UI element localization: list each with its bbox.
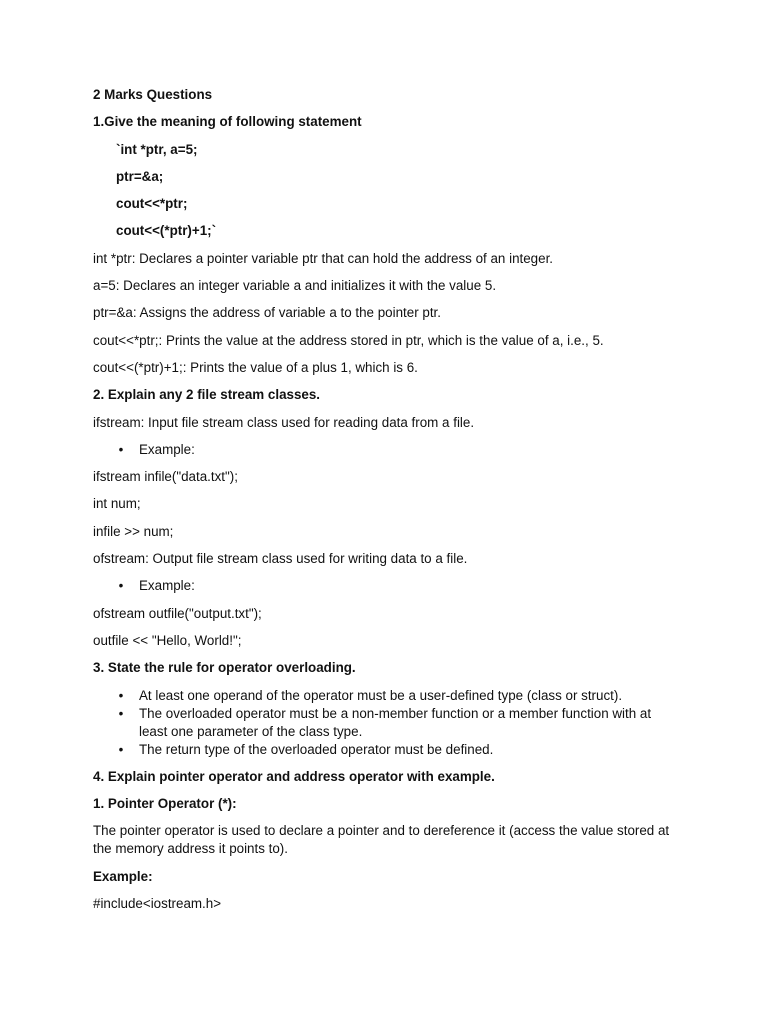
q4-code-line: #include<iostream.h> [93,896,222,912]
ofstream-code-line: outfile << "Hello, World!"; [93,632,242,648]
q1-explanation: int *ptr: Declares a pointer variable ptr that can hold the address of an integer. [93,250,554,266]
list-item [93,741,683,759]
q1-code-line: cout<<(*ptr)+1;` [116,223,217,239]
list-item [93,577,683,595]
q1-explanation: cout<<*ptr;: Prints the value at the address stored in ptr, which is the value of a, i.e., 5. [93,332,604,348]
example-label: Example: [139,441,195,457]
q4-example-label: Example: [93,868,153,884]
list-item [93,441,683,459]
question-4-title: 4. Explain pointer operator and address operator with example. [93,768,495,784]
question-1-title: 1.Give the meaning of following statement [93,114,362,130]
bullet-icon: • [118,441,124,457]
q4-description: The pointer operator is used to declare a pointer and to dereference it (access the value stored at the memory address it points to). [93,823,670,857]
rule-text: The overloaded operator must be a non-member function or a member function with at least one parameter of the class type. [139,705,652,739]
list-item [93,687,683,705]
question-2-title: 2. Explain any 2 file stream classes. [93,387,321,403]
q1-explanation: a=5: Declares an integer variable a and initializes it with the value 5. [93,278,497,294]
ifstream-code-line: ifstream infile("data.txt"); [93,469,238,485]
section-heading: 2 Marks Questions [93,87,213,102]
ofstream-example-list [93,577,683,595]
q4-subtitle: 1. Pointer Operator (*): [93,796,237,812]
q1-explanation: cout<<(*ptr)+1;: Prints the value of a plus 1, which is 6. [93,359,418,375]
example-label: Example: [139,578,195,594]
bullet-icon: • [118,687,124,703]
ifstream-description: ifstream: Input file stream class used for reading data from a file. [93,414,475,430]
ifstream-code-line: int num; [93,496,141,512]
q1-code-line: ptr=&a; [116,168,164,184]
bullet-icon: • [118,578,124,594]
ifstream-code-line: infile >> num; [93,523,174,539]
ofstream-description: ofstream: Output file stream class used for writing data to a file. [93,551,468,567]
q1-explanation: ptr=&a: Assigns the address of variable a to the pointer ptr. [93,305,441,321]
ofstream-code-line: ofstream outfile("output.txt"); [93,605,262,621]
q1-code-line: cout<<*ptr; [116,196,188,212]
rule-text: At least one operand of the operator must be a user-defined type (class or struct). [139,687,623,703]
document-content [93,86,683,922]
list-item [93,705,683,741]
question-3-title: 3. State the rule for operator overloading. [93,660,356,676]
rule-text: The return type of the overloaded operator must be defined. [139,741,494,757]
bullet-icon: • [118,741,124,757]
bullet-icon: • [118,705,124,721]
rules-list [93,687,683,759]
q1-code-line: `int *ptr, a=5; [116,141,198,157]
ifstream-example-list [93,441,683,459]
